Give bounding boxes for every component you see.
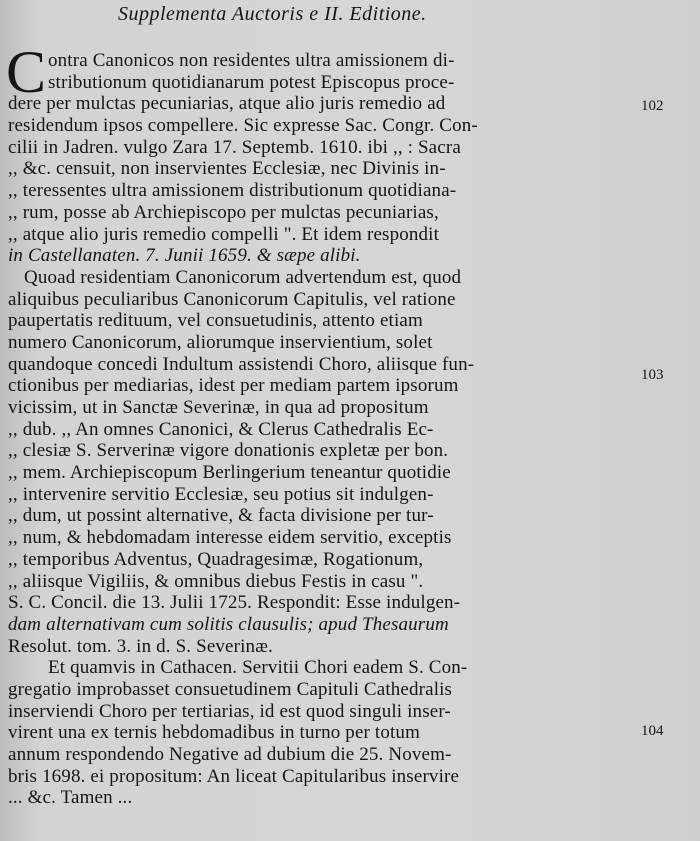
text-line: stributionum quotidianarum potest Episcopus proce- (48, 71, 455, 93)
text-line: ... &c. Tamen ... (8, 787, 133, 809)
text-line: ,, temporibus Adventus, Quadragesimæ, Rogationum, (8, 548, 424, 570)
margin-number: 102 (641, 98, 664, 114)
running-header: Supplementa Auctoris e II. Editione. (118, 3, 427, 25)
text-line: Quoad residentiam Canonicorum advertendum est, quod (24, 266, 462, 288)
margin-number: 104 (641, 723, 664, 739)
text-line: ,, rum, posse ab Archiepiscopo per mulctas pecuniarias, (8, 201, 439, 223)
text-line: ,, mem. Archiepiscopum Berlingerium teneantur quotidie (8, 462, 451, 484)
text-line: aliquibus peculiaribus Canonicorum Capitulis, vel ratione (8, 288, 456, 310)
text-line: vicissim, ut in Sanctæ Severinæ, in qua ad propositum (8, 397, 429, 418)
drop-cap: C (6, 39, 47, 105)
body-text (8, 50, 638, 809)
text-line: ,, dub. ,, An omnes Canonici, & Clerus Cathedralis Ec- (8, 418, 434, 440)
text-line: ,, num, & hebdomadam interesse eidem servitio, exceptis (8, 527, 452, 549)
text-line: Resolut. tom. 3. in d. S. Severinæ. (8, 635, 273, 657)
text-line: bris 1698. ei propositum: An liceat Capitularibus inservire (8, 765, 460, 787)
text-line: inserviendi Choro per tertiarias, id est quod singuli inser- (8, 700, 451, 722)
text-line: numero Canonicorum, aliorumque inservientium, solet (8, 331, 433, 353)
text-line: ,, &c. censuit, non inservientes Ecclesiæ, nec Divinis in- (8, 158, 446, 180)
text-line: cilii in Jadren. vulgo Zara 17. Septemb. 1610. ibi ,, : Sacra (8, 136, 461, 158)
text-line: paupertatis redituum, vel consuetudinis, attento etiam (8, 310, 423, 332)
text-line: ,, intervenire servitio Ecclesiæ, seu potius sit indulgen- (8, 483, 434, 505)
text-line: quandoque concedi Indultum assistendi Choro, aliisque fun- (8, 353, 475, 375)
text-line: S. C. Concil. die 13. Julii 1725. Respondit: Esse indulgen- (8, 592, 461, 614)
text-line: ,, teressentes ultra amissionem distributionum quotidiana- (8, 180, 457, 202)
text-line: ,, dum, ut possint alternative, & facta divisione per tur- (8, 505, 434, 527)
text-line: ,, clesiæ S. Serverinæ vigore donationis expletæ per bon. (8, 440, 449, 462)
margin-number: 103 (641, 367, 664, 383)
text-line: ,, atque alio juris remedio compelli ". Et idem respondit (8, 223, 440, 245)
text-line: residendum ipsos compellere. Sic expresse Sac. Congr. Con- (8, 115, 478, 137)
text-line: ,, aliisque Vigiliis, & omnibus diebus Festis in casu ". (8, 570, 424, 592)
text-line: annum respondendo Negative ad dubium die 25. Novem- (8, 744, 452, 765)
text-line: virent una ex ternis hebdomadibus in turno per totum (8, 722, 420, 744)
text-line: gregatio improbasset consuetudinem Capituli Cathedralis (8, 678, 453, 700)
text-line: dam alternativam cum solitis clausulis; apud Thesaurum (8, 613, 449, 635)
text-line: in Castellanaten. 7. Junii 1659. & sæpe alibi. (8, 245, 361, 267)
text-line: Et quamvis in Cathacen. Servitii Chori eadem S. Con- (48, 657, 468, 679)
text-line: ctionibus per mediarias, idest per mediam partem ipsorum (8, 375, 459, 397)
text-line: dere per mulctas pecuniarias, atque alio juris remedio ad (8, 93, 446, 115)
text-line: ontra Canonicos non residentes ultra amissionem di- (48, 50, 455, 71)
